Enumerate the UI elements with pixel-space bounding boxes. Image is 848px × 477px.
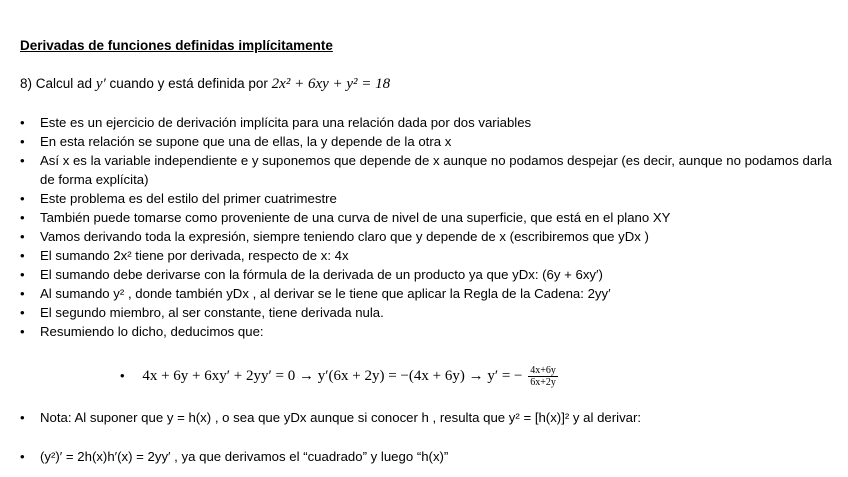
problem-statement — [20, 76, 390, 93]
equation-left: 4x + 6y + 6xy′ + 2yy′ = 0 → y′(6x + 2y) = −(4x + 6y) → y′ = − — [142, 367, 523, 384]
final-line: • (y²)′ = 2h(x)h′(x) = 2yy′ , ya que derivamos el “cuadrado” y luego “h(x)” — [20, 449, 448, 464]
fraction-denominator: 6x+2y — [530, 377, 556, 388]
fraction-numerator: 4x+6y — [530, 365, 556, 376]
bullet-item: • Vamos derivando toda la expresión, siempre teniendo claro que y depende de x (escribiremos que yDx ) — [20, 227, 840, 246]
bullet-item: • El sumando debe derivarse con la fórmula de la derivada de un producto ya que yDx: (6y + 6xy′) — [20, 265, 840, 284]
bullet-item: • Este es un ejercicio de derivación implícita para una relación dada por dos variables — [20, 113, 840, 132]
bullet-item: • Al sumando y² , donde también yDx , al derivar se le tiene que aplicar la Regla de la Cadena: 2yy′ — [20, 284, 840, 303]
document-title: Derivadas de funciones definidas implícitamente — [20, 38, 333, 53]
bullet-item: • El sumando 2x² tiene por derivada, respecto de x: 4x — [20, 246, 840, 265]
equation-fraction — [528, 365, 558, 388]
bullet-item: • El segundo miembro, al ser constante, tiene derivada nula. — [20, 303, 840, 322]
problem-middle: cuando y está definida por — [109, 76, 268, 91]
bullet-dot: • — [120, 367, 125, 383]
problem-equation: 2x² + 6xy + y² = 18 — [271, 76, 391, 92]
bullet-item: • Este problema es del estilo del primer cuatrimestre — [20, 189, 840, 208]
bullet-item: • Así x es la variable independiente e y suponemos que depende de x aunque no podamos despejar (es decir, aunque no podamos darla de forma explícita) — [20, 151, 840, 189]
bullet-item: • También puede tomarse como proveniente de una curva de nivel de una superficie, que está en el plano XY — [20, 208, 840, 227]
problem-yprime: y′ — [95, 76, 106, 92]
bullet-item: • En esta relación se supone que una de ellas, la y depende de la otra x — [20, 132, 840, 151]
note-line: • Nota: Al suponer que y = h(x) , o sea que yDx aunque si conocer h , resulta que y² = [h(x)]² y al derivar: — [20, 410, 641, 425]
bullet-item: • Resumiendo lo dicho, deducimos que: — [20, 322, 840, 341]
problem-prefix: 8) Calcul ad — [20, 76, 93, 91]
main-equation — [120, 365, 558, 388]
bullet-list — [20, 113, 840, 341]
